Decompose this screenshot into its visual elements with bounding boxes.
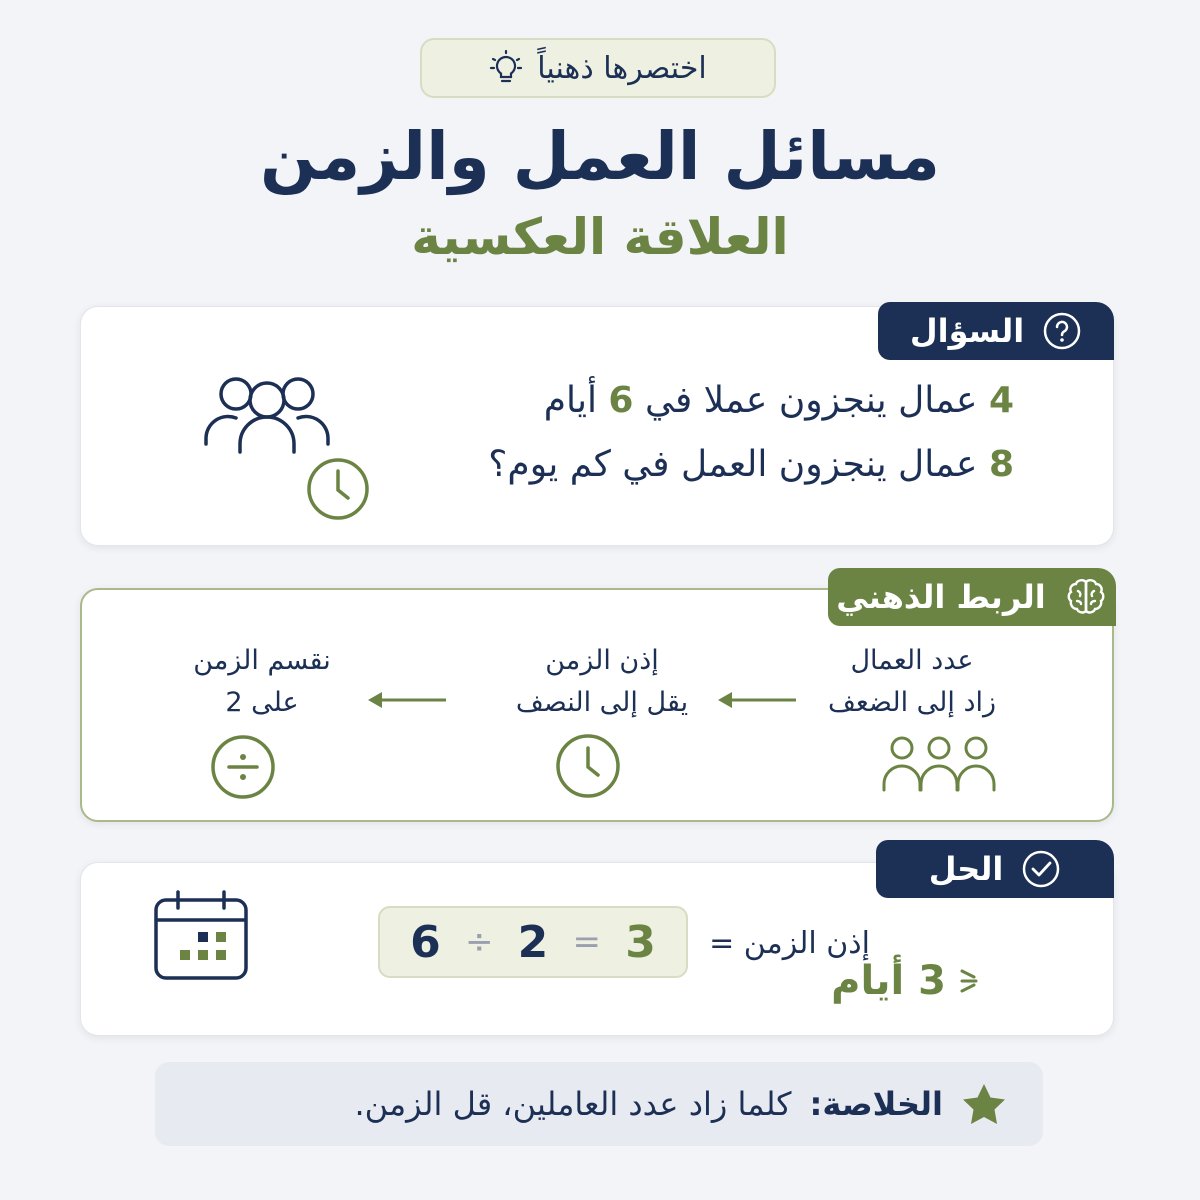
mental-step-2	[482, 640, 722, 724]
header-badge	[420, 38, 776, 98]
star-icon	[961, 1082, 1007, 1126]
solution-result	[831, 958, 980, 1004]
question-tab	[878, 302, 1114, 360]
question-line-1-end: أيام	[543, 380, 597, 421]
solution-prefix: إذن الزمن =	[709, 926, 870, 961]
question-icon	[1042, 311, 1082, 351]
clock-icon	[554, 732, 622, 800]
workers-icon	[880, 734, 998, 794]
solution-tab	[876, 840, 1114, 898]
question-line-1	[544, 380, 1014, 421]
mental-step-1-line-1: عدد العمال	[850, 645, 974, 676]
mental-step-2-line-2: يقل إلى النصف	[515, 687, 689, 718]
arrow-left-icon	[716, 688, 800, 712]
workers-clock-icon	[196, 372, 376, 522]
mental-step-1-line-2: زاد إلى الضعف	[827, 687, 997, 718]
mental-step-3-line-1: نقسم الزمن	[193, 645, 331, 676]
divide-icon	[210, 734, 276, 800]
arrow-left-icon	[366, 688, 450, 712]
equation-result: 3	[625, 916, 656, 968]
calendar-icon	[152, 888, 250, 982]
summary-bar	[155, 1062, 1043, 1146]
question-line-2-text: عمال ينجزون العمل في كم يوم؟	[488, 444, 978, 485]
check-circle-icon	[1021, 849, 1061, 889]
mental-link-tab	[828, 568, 1116, 626]
mental-step-2-line-1: إذن الزمن	[545, 645, 659, 676]
equation-divide-sign: ÷	[464, 922, 494, 962]
brain-icon	[1064, 577, 1108, 617]
sparkle-lines-icon	[958, 963, 980, 999]
question-line-1-text: عمال ينجزون عملا في	[644, 380, 978, 421]
equation-equals-sign: =	[572, 922, 602, 962]
summary-label: الخلاصة:	[809, 1085, 943, 1123]
workers-count-1: 4	[988, 380, 1014, 421]
equation-divisor: 2	[517, 916, 549, 968]
solution-tab-label: الحل	[928, 850, 1004, 888]
mental-step-3	[162, 640, 362, 724]
solution-result-text: 3 أيام	[831, 958, 946, 1004]
lightbulb-icon	[489, 49, 523, 87]
page-subtitle: العلاقة العكسية	[411, 208, 789, 266]
question-tab-label: السؤال	[909, 312, 1025, 350]
mental-step-1	[802, 640, 1022, 724]
mental-step-3-line-2: على 2	[225, 687, 299, 718]
days-count: 6	[608, 380, 634, 421]
mental-link-tab-label: الربط الذهني	[836, 578, 1046, 616]
equation-box	[378, 906, 688, 978]
summary-text: كلما زاد عدد العاملين، قل الزمن.	[354, 1085, 792, 1123]
question-line-2	[488, 444, 1014, 485]
equation-dividend: 6	[410, 916, 441, 968]
page-title: مسائل العمل والزمن	[259, 118, 940, 195]
header-badge-label: اختصرها ذهنياً	[537, 50, 707, 86]
workers-count-2: 8	[988, 444, 1014, 485]
